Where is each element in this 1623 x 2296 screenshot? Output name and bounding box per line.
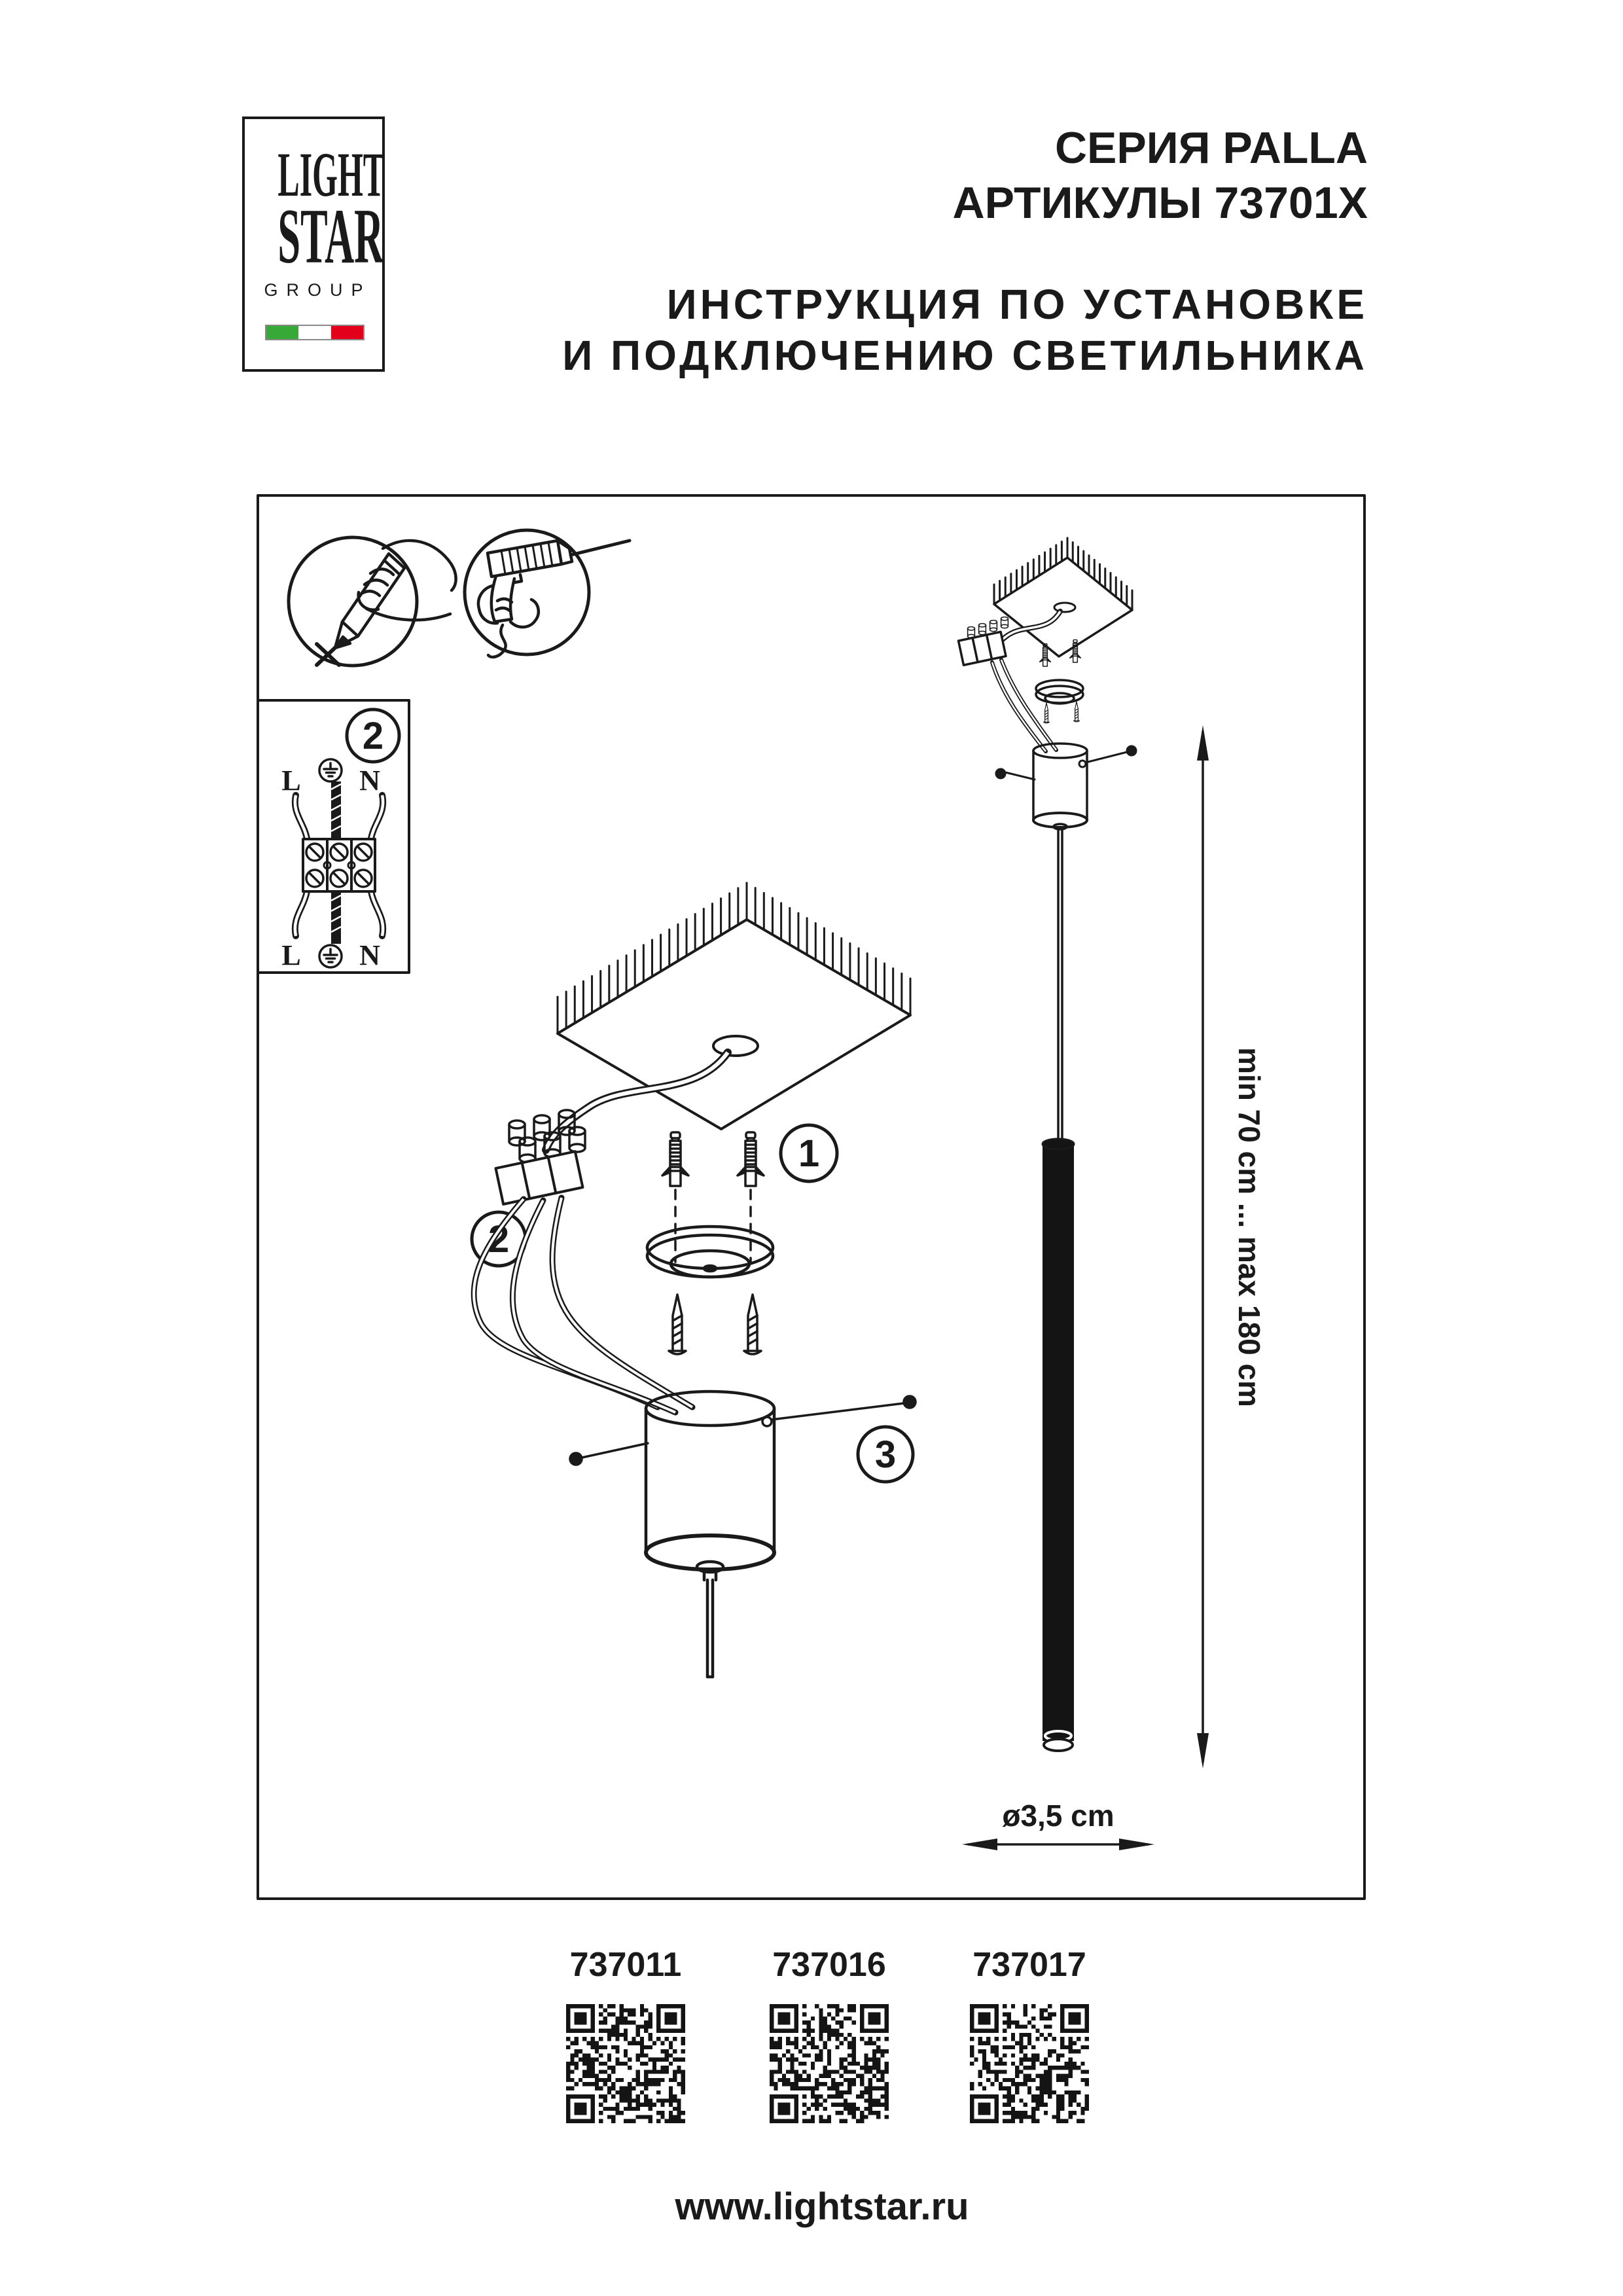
logo-word-light: LIGHT (277, 139, 385, 209)
title-instruction-block (562, 279, 1368, 381)
step-3-callout: 3 (874, 1433, 897, 1476)
instruction-line-1: ИНСТРУКЦИЯ ПО УСТАНОВКЕ (666, 281, 1368, 328)
wall-anchor-left (662, 1132, 688, 1186)
assembled-pendant (959, 558, 1136, 1751)
terminal-block-schematic (303, 839, 375, 891)
set-screw-pointers (570, 1396, 916, 1465)
instruction-line-2: И ПОДКЛЮЧЕНИЮ СВЕТИЛЬНИКА (562, 332, 1368, 379)
ceiling-hole (713, 1036, 758, 1056)
exploded-assembly (472, 920, 916, 1677)
step-2-callout: 2 (488, 1218, 510, 1261)
diameter-label: ø3,5 cm (1002, 1799, 1115, 1833)
article-number-2: 737016 (772, 1946, 886, 1984)
installation-diagram (257, 494, 1366, 1900)
qr-code-2 (770, 2004, 889, 2123)
article-number-1: 737011 (569, 1946, 682, 1984)
screw-small-left (1044, 703, 1050, 723)
logo-word-star: STAR (277, 192, 384, 279)
diagram-frame (258, 495, 1364, 1899)
lightstar-logo (242, 117, 385, 372)
step-1-callout: 1 (798, 1132, 820, 1175)
wire-label-l-bottom: L (281, 939, 301, 971)
mounting-ring (647, 1227, 773, 1277)
earth-symbol-top (319, 759, 342, 781)
flag-white (298, 326, 330, 339)
canopy-small (1033, 744, 1087, 1144)
wire-label-n-bottom: N (359, 939, 380, 971)
mounting-screw-right (744, 1295, 761, 1354)
dimension-annotations (962, 725, 1266, 1850)
mounting-ring-small (1036, 680, 1083, 704)
qr-code-1 (566, 2004, 685, 2123)
wire-label-n-top: N (359, 764, 380, 797)
screw-small-right (1074, 702, 1080, 722)
logo-word-group: GROUP (264, 280, 372, 300)
ceiling-panel-small (994, 558, 1132, 656)
wiring-diagram (258, 700, 409, 973)
height-range-label: min 70 cm ... max 180 cm (1232, 1047, 1266, 1407)
pendant-tube (1043, 1139, 1074, 1751)
ceiling-hatching (558, 538, 1132, 1033)
mounting-screw-left (669, 1295, 686, 1354)
set-screw-pointers-small (996, 746, 1136, 780)
italian-flag-bar (265, 325, 365, 340)
article-number-3: 737017 (972, 1946, 1086, 1984)
qr-code-3 (970, 2004, 1089, 2123)
flag-green (266, 326, 298, 339)
earth-symbol-bottom (319, 945, 342, 967)
ceiling-hole-small (1054, 603, 1075, 612)
title-series-block (952, 120, 1368, 230)
series-line: СЕРИЯ PALLA (1054, 123, 1368, 173)
articles-line: АРТИКУЛЫ 73701X (952, 178, 1368, 228)
website-url: www.lightstar.ru (675, 2185, 969, 2228)
drill-icon (465, 530, 630, 657)
tube-diffuser-tip (1044, 1739, 1073, 1751)
pencil-mark-icon (289, 537, 456, 666)
step-2-badge: 2 (362, 715, 384, 757)
ceiling-canopy (646, 1391, 774, 1677)
wall-anchor-right (738, 1132, 764, 1186)
wire-label-l-top: L (281, 764, 301, 797)
flag-red (331, 326, 363, 339)
